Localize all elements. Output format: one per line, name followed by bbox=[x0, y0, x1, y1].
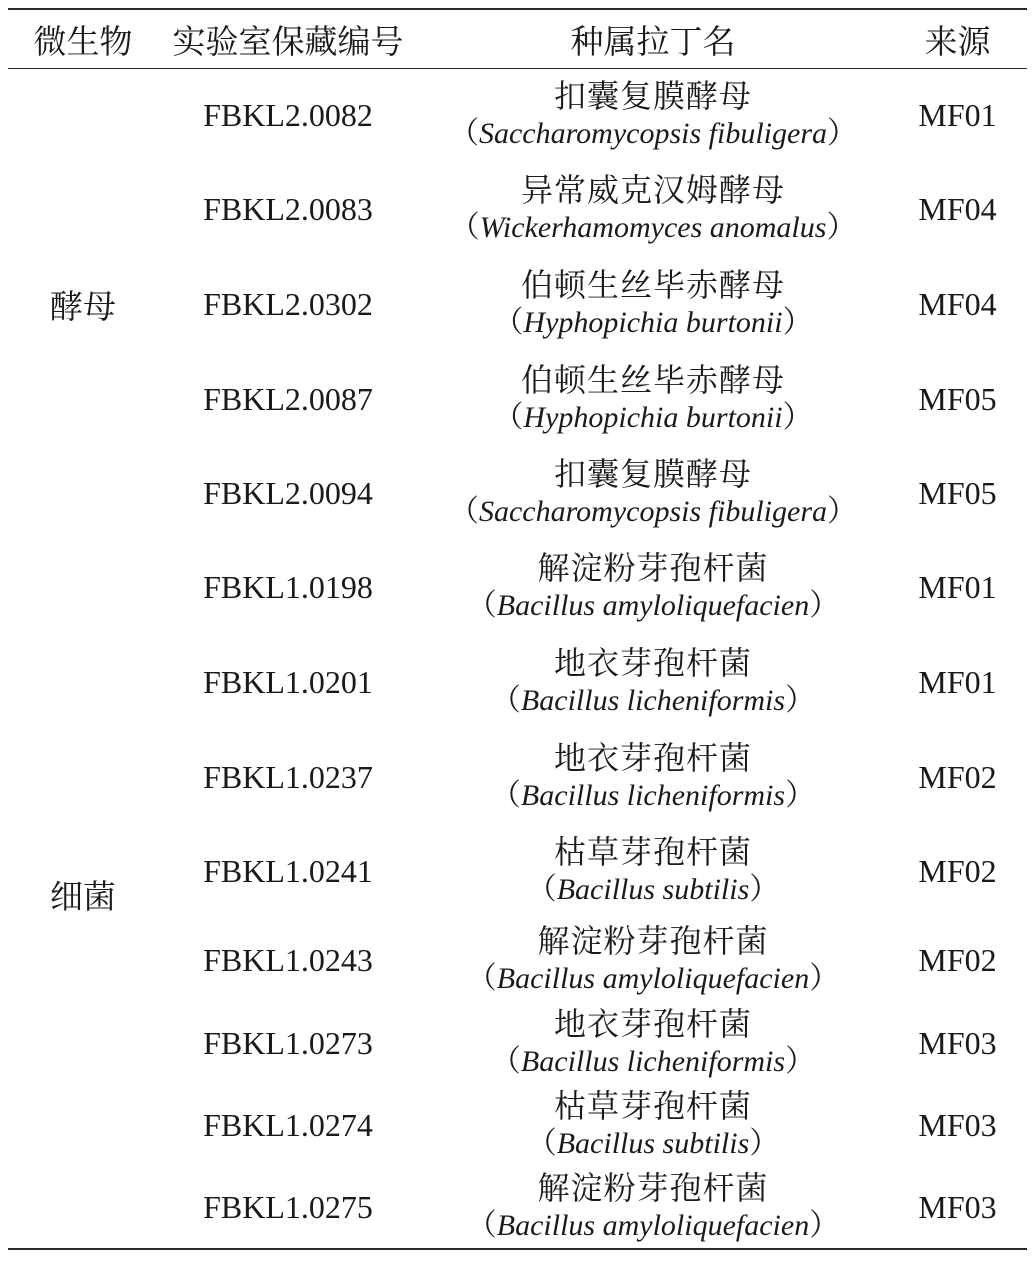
species-latin-name: （Bacillus amyloliquefacien） bbox=[466, 962, 840, 995]
strain-code: FBKL2.0082 bbox=[203, 96, 373, 133]
header-source: 来源 bbox=[924, 24, 991, 61]
species-name bbox=[418, 1084, 888, 1166]
strain-code: FBKL1.0241 bbox=[203, 852, 373, 889]
table-row bbox=[8, 1166, 1027, 1248]
source-code: MF03 bbox=[918, 1106, 997, 1143]
species-name bbox=[418, 1166, 888, 1248]
strain-code: FBKL1.0275 bbox=[203, 1188, 373, 1225]
species-chinese-name: 地衣芽孢杆菌 bbox=[553, 645, 752, 681]
strain-code: FBKL1.0237 bbox=[203, 758, 373, 795]
group-label-yeast: 酵母 bbox=[50, 289, 116, 326]
species-name bbox=[418, 162, 888, 256]
species-latin-name: （Hyphopichia burtonii） bbox=[493, 401, 813, 434]
group-label-bacteria: 细菌 bbox=[50, 879, 116, 916]
species-name bbox=[418, 540, 888, 634]
species-latin-name: （Bacillus licheniformis） bbox=[490, 684, 816, 717]
species-latin-name: （Bacillus subtilis） bbox=[526, 1127, 780, 1160]
table-row bbox=[8, 730, 1027, 824]
species-chinese-name: 解淀粉芽孢杆菌 bbox=[537, 1170, 769, 1206]
species-name bbox=[418, 730, 888, 824]
species-name bbox=[418, 352, 888, 446]
header-microbe: 微生物 bbox=[33, 24, 133, 61]
species-latin-name: （Hyphopichia burtonii） bbox=[493, 306, 813, 339]
strain-code: FBKL2.0087 bbox=[203, 380, 373, 417]
strain-code: FBKL1.0201 bbox=[203, 663, 373, 700]
species-name bbox=[418, 1002, 888, 1084]
species-latin-name: （Wickerhamomyces anomalus） bbox=[449, 211, 857, 244]
species-latin-name: （Bacillus amyloliquefacien） bbox=[466, 589, 840, 622]
table-row bbox=[8, 68, 1027, 162]
source-code: MF02 bbox=[918, 758, 997, 795]
strain-code: FBKL1.0274 bbox=[203, 1106, 373, 1143]
strain-code: FBKL1.0273 bbox=[203, 1024, 373, 1061]
table-row bbox=[8, 352, 1027, 446]
species-latin-name: （Bacillus subtilis） bbox=[526, 873, 780, 906]
source-code: MF05 bbox=[918, 474, 997, 511]
table-row bbox=[8, 162, 1027, 256]
species-latin-name: （Saccharomycopsis fibuligera） bbox=[448, 495, 857, 528]
species-name bbox=[418, 918, 888, 1002]
species-name bbox=[418, 256, 888, 352]
species-chinese-name: 扣囊复膜酵母 bbox=[553, 78, 752, 114]
source-code: MF03 bbox=[918, 1188, 997, 1225]
table-row bbox=[8, 446, 1027, 540]
table-row bbox=[8, 634, 1027, 730]
species-latin-name: （Bacillus amyloliquefacien） bbox=[466, 1209, 840, 1242]
source-code: MF01 bbox=[918, 568, 997, 605]
table-row bbox=[8, 1084, 1027, 1166]
species-latin-name: （Saccharomycopsis fibuligera） bbox=[448, 117, 857, 150]
species-chinese-name: 枯草芽孢杆菌 bbox=[553, 1088, 752, 1124]
table-row bbox=[8, 1002, 1027, 1084]
species-chinese-name: 伯顿生丝毕赤酵母 bbox=[520, 267, 785, 303]
source-code: MF02 bbox=[918, 941, 997, 978]
species-name bbox=[418, 446, 888, 540]
species-name bbox=[418, 68, 888, 162]
strain-code: FBKL2.0302 bbox=[203, 285, 373, 322]
header-code: 实验室保藏编号 bbox=[172, 24, 404, 61]
strain-code: FBKL2.0094 bbox=[203, 474, 373, 511]
table-row bbox=[8, 256, 1027, 352]
source-code: MF04 bbox=[918, 285, 997, 322]
source-code: MF02 bbox=[918, 852, 997, 889]
species-latin-name: （Bacillus licheniformis） bbox=[490, 779, 816, 812]
table-row bbox=[8, 918, 1027, 1002]
table-bottom-rule bbox=[8, 1248, 1027, 1250]
source-code: MF04 bbox=[918, 190, 997, 227]
species-name bbox=[418, 634, 888, 730]
species-chinese-name: 解淀粉芽孢杆菌 bbox=[537, 550, 769, 586]
source-code: MF05 bbox=[918, 380, 997, 417]
species-name bbox=[418, 824, 888, 918]
species-chinese-name: 解淀粉芽孢杆菌 bbox=[537, 923, 769, 959]
strain-code: FBKL1.0198 bbox=[203, 568, 373, 605]
strain-code: FBKL2.0083 bbox=[203, 190, 373, 227]
species-chinese-name: 枯草芽孢杆菌 bbox=[553, 834, 752, 870]
source-code: MF01 bbox=[918, 663, 997, 700]
header-latin-name: 种属拉丁名 bbox=[570, 24, 736, 61]
source-code: MF01 bbox=[918, 96, 997, 133]
species-chinese-name: 异常威克汉姆酵母 bbox=[520, 172, 785, 208]
strain-code: FBKL1.0243 bbox=[203, 941, 373, 978]
table-row bbox=[8, 824, 1027, 918]
source-code: MF03 bbox=[918, 1024, 997, 1061]
species-chinese-name: 地衣芽孢杆菌 bbox=[553, 740, 752, 776]
table-row bbox=[8, 540, 1027, 634]
species-chinese-name: 扣囊复膜酵母 bbox=[553, 456, 752, 492]
species-chinese-name: 地衣芽孢杆菌 bbox=[553, 1006, 752, 1042]
species-latin-name: （Bacillus licheniformis） bbox=[490, 1045, 816, 1078]
species-chinese-name: 伯顿生丝毕赤酵母 bbox=[520, 362, 785, 398]
